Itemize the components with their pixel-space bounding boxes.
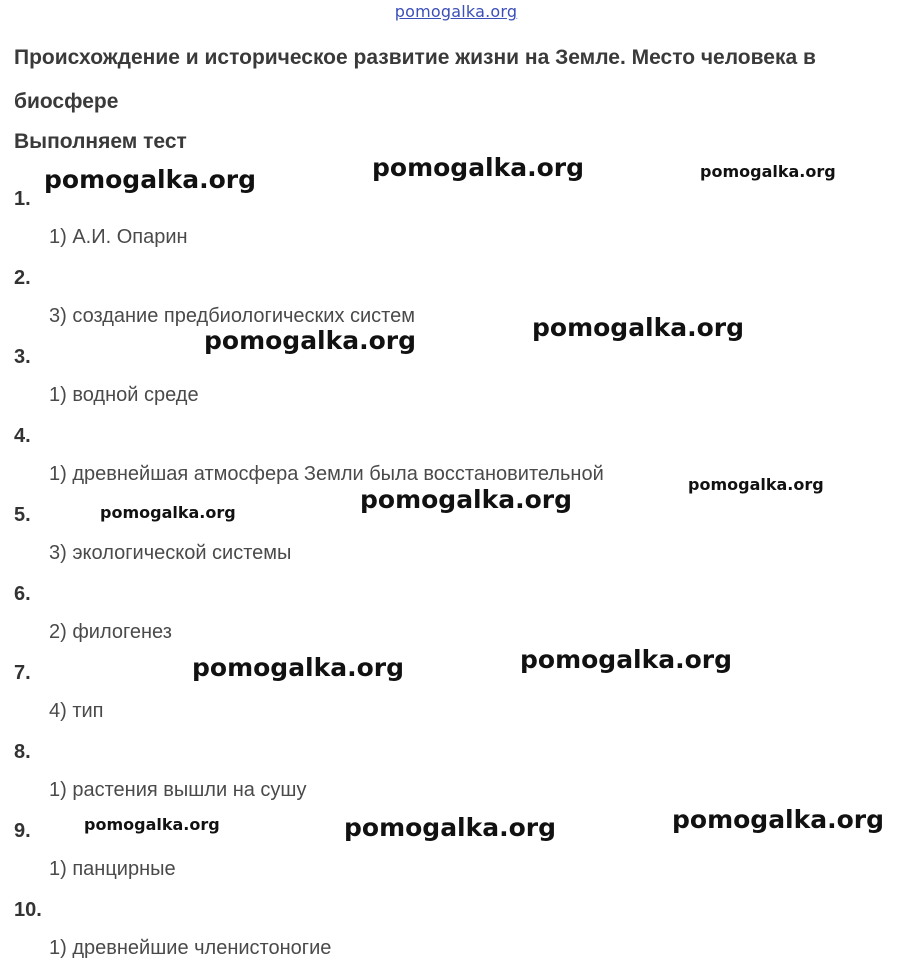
watermark: pomogalka.org <box>192 653 405 682</box>
question-number: 5. <box>14 504 31 526</box>
watermark: pomogalka.org <box>344 813 557 842</box>
question-answer: 1) водной среде <box>49 384 199 406</box>
watermark: pomogalka.org <box>688 475 824 494</box>
watermark: pomogalka.org <box>700 162 836 181</box>
question-number: 10. <box>14 899 42 921</box>
question-number: 7. <box>14 662 31 684</box>
question-number: 6. <box>14 583 31 605</box>
question-answer: 4) тип <box>49 700 104 722</box>
section-subtitle: Выполняем тест <box>14 130 187 153</box>
question-number: 1. <box>14 188 31 210</box>
question-number: 8. <box>14 741 31 763</box>
watermark: pomogalka.org <box>84 815 220 834</box>
watermark: pomogalka.org <box>520 645 733 674</box>
question-number: 3. <box>14 346 31 368</box>
question-answer: 1) растения вышли на сушу <box>49 779 307 801</box>
watermark: pomogalka.org <box>372 153 585 182</box>
watermark: pomogalka.org <box>672 805 885 834</box>
question-answer: 1) древнейшая атмосфера Земли была восстановительной <box>49 463 604 485</box>
question-number: 2. <box>14 267 31 289</box>
watermark: pomogalka.org <box>44 165 257 194</box>
question-answer: 3) экологической системы <box>49 542 292 564</box>
site-link[interactable]: pomogalka.org <box>394 2 518 21</box>
question-answer: 1) А.И. Опарин <box>49 226 188 248</box>
question-number: 9. <box>14 820 31 842</box>
watermark: pomogalka.org <box>204 326 417 355</box>
question-answer: 1) панцирные <box>49 858 176 880</box>
question-answer: 2) филогенез <box>49 621 172 643</box>
watermark: pomogalka.org <box>100 503 236 522</box>
question-answer: 3) создание предбиологических систем <box>49 305 415 327</box>
page-title: Происхождение и историческое развитие жизни на Земле. Место человека в биосфере <box>14 46 816 113</box>
question-number: 4. <box>14 425 31 447</box>
question-answer: 1) древнейшие членистоногие <box>49 937 332 959</box>
watermark: pomogalka.org <box>360 485 573 514</box>
watermark: pomogalka.org <box>532 313 745 342</box>
